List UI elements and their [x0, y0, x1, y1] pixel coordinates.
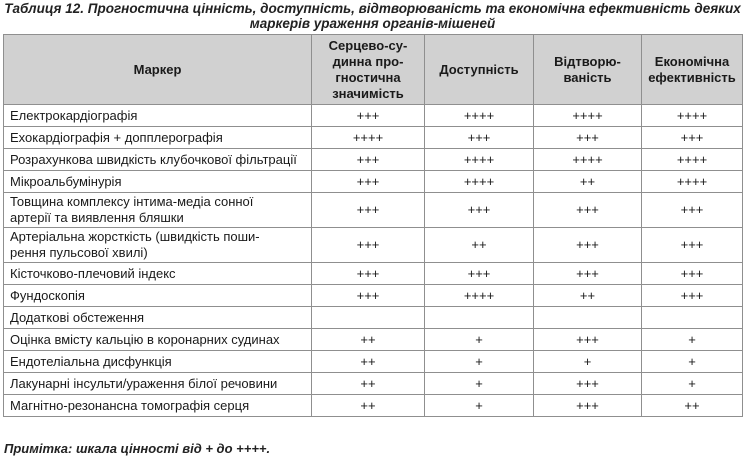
- availability-cell: +: [425, 395, 534, 417]
- marker-cell: Лакунарні інсульти/ураження білої речовини: [4, 373, 312, 395]
- table-row: [4, 228, 743, 263]
- reproducibility-cell: [534, 307, 642, 329]
- reproducibility-cell: ++: [534, 171, 642, 193]
- table-row: [4, 285, 743, 307]
- prognostic-cell: +++: [312, 149, 425, 171]
- marker-cell: Фундоскопія: [4, 285, 312, 307]
- prognostic-cell: [312, 307, 425, 329]
- reproducibility-cell: +++: [534, 193, 642, 228]
- header-reproducibility-text: Відтворю- ваність: [554, 53, 621, 85]
- marker-cell: Кісточково-плечовий індекс: [4, 263, 312, 285]
- prognostic-cell: +++: [312, 171, 425, 193]
- cost-cell: ++: [642, 395, 743, 417]
- cost-cell: +: [642, 351, 743, 373]
- marker-cell: Ехокардіографія + допплерографія: [4, 127, 312, 149]
- table-row: [4, 373, 743, 395]
- availability-cell: ++++: [425, 105, 534, 127]
- marker-cell: Електрокардіографія: [4, 105, 312, 127]
- availability-cell: ++: [425, 228, 534, 263]
- cost-cell: +++: [642, 193, 743, 228]
- table-row: [4, 351, 743, 373]
- marker-cell: [4, 193, 312, 228]
- table-row: [4, 149, 743, 171]
- marker-cell: Мікроальбумінурія: [4, 171, 312, 193]
- availability-cell: +: [425, 351, 534, 373]
- header-cost-effectiveness-text: Економічна ефективність: [648, 53, 736, 85]
- cost-cell: ++++: [642, 171, 743, 193]
- prognostic-cell: ++: [312, 395, 425, 417]
- table-title: [0, 1, 745, 31]
- marker-cell: Розрахункова швидкість клубочкової фільтрації: [4, 149, 312, 171]
- prognostic-cell: +++: [312, 263, 425, 285]
- markers-table: [3, 34, 743, 417]
- availability-cell: +: [425, 329, 534, 351]
- reproducibility-cell: +: [534, 351, 642, 373]
- cost-cell: +++: [642, 228, 743, 263]
- table-row: [4, 329, 743, 351]
- header-cost-effectiveness: [642, 35, 743, 105]
- marker-text: Товщина комплексу інтима-медіа сонної артерії та виявлення бляшки: [10, 194, 254, 225]
- cost-cell: ++++: [642, 105, 743, 127]
- reproducibility-cell: +++: [534, 127, 642, 149]
- cost-cell: +: [642, 329, 743, 351]
- reproducibility-cell: +++: [534, 329, 642, 351]
- table-title-line-2: маркерів ураження органів-мішеней: [249, 16, 496, 31]
- prognostic-cell: +++: [312, 193, 425, 228]
- table-row: [4, 193, 743, 228]
- reproducibility-cell: ++++: [534, 149, 642, 171]
- reproducibility-cell: +++: [534, 373, 642, 395]
- availability-cell: ++++: [425, 171, 534, 193]
- marker-cell: Додаткові обстеження: [4, 307, 312, 329]
- header-row: [4, 35, 743, 105]
- table-title-line-1: Таблиця 12. Прогностична цінність, доступність, відтворюваність та економічна ефективність деяких: [4, 1, 741, 16]
- availability-cell: +++: [425, 193, 534, 228]
- availability-cell: [425, 307, 534, 329]
- availability-cell: +: [425, 373, 534, 395]
- cost-cell: [642, 307, 743, 329]
- header-prognostic-value-text: Серцево-су- динна про- гностична значимість: [328, 37, 408, 101]
- table-body: [4, 105, 743, 417]
- table-row: [4, 395, 743, 417]
- marker-cell: Оцінка вмісту кальцію в коронарних судинах: [4, 329, 312, 351]
- availability-cell: ++++: [425, 285, 534, 307]
- marker-text: Артеріальна жорсткість (швидкість поши- рення пульсової хвилі): [10, 229, 260, 260]
- cost-cell: +: [642, 373, 743, 395]
- header-marker: Маркер: [4, 35, 312, 105]
- table-row: [4, 105, 743, 127]
- reproducibility-cell: +++: [534, 395, 642, 417]
- prognostic-cell: +++: [312, 105, 425, 127]
- prognostic-cell: ++++: [312, 127, 425, 149]
- table-row: [4, 171, 743, 193]
- table-footnote: Примітка: шкала цінності від + до ++++.: [4, 441, 271, 456]
- marker-cell: Ендотеліальна дисфункція: [4, 351, 312, 373]
- availability-cell: ++++: [425, 149, 534, 171]
- prognostic-cell: +++: [312, 285, 425, 307]
- availability-cell: +++: [425, 127, 534, 149]
- prognostic-cell: +++: [312, 228, 425, 263]
- header-reproducibility: [534, 35, 642, 105]
- reproducibility-cell: ++++: [534, 105, 642, 127]
- availability-cell: +++: [425, 263, 534, 285]
- cost-cell: ++++: [642, 149, 743, 171]
- section-row-additional: [4, 307, 743, 329]
- table-row: [4, 263, 743, 285]
- marker-cell: [4, 228, 312, 263]
- header-availability: Доступність: [425, 35, 534, 105]
- reproducibility-cell: +++: [534, 228, 642, 263]
- table-row: [4, 127, 743, 149]
- cost-cell: +++: [642, 127, 743, 149]
- reproducibility-cell: ++: [534, 285, 642, 307]
- reproducibility-cell: +++: [534, 263, 642, 285]
- marker-cell: Магнітно-резонансна томографія серця: [4, 395, 312, 417]
- cost-cell: +++: [642, 263, 743, 285]
- prognostic-cell: ++: [312, 329, 425, 351]
- header-prognostic-value: [312, 35, 425, 105]
- prognostic-cell: ++: [312, 351, 425, 373]
- prognostic-cell: ++: [312, 373, 425, 395]
- cost-cell: +++: [642, 285, 743, 307]
